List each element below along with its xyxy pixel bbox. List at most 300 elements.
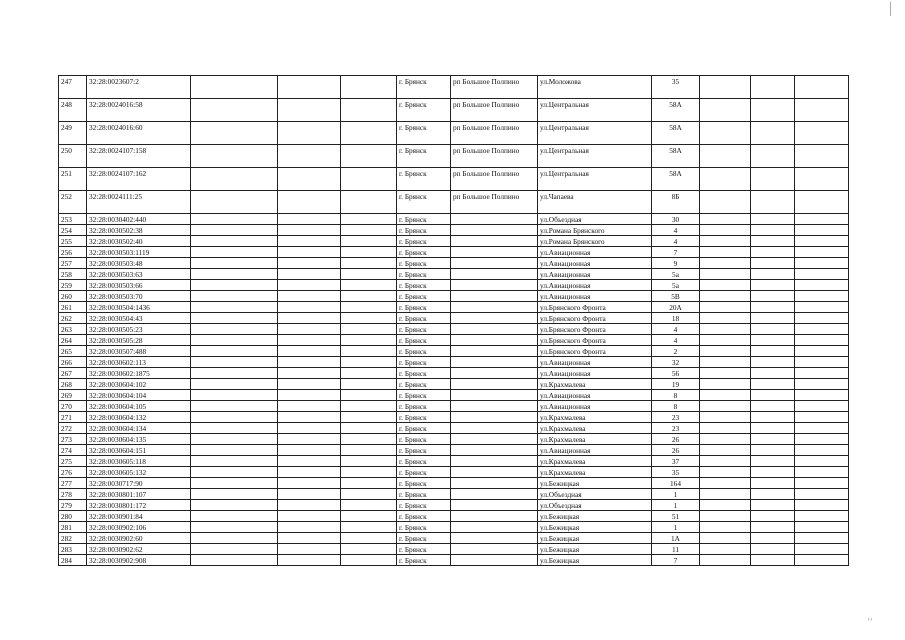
empty-cell xyxy=(751,99,795,122)
row-number-cell: 277 xyxy=(59,478,87,489)
empty-cell xyxy=(751,335,795,346)
empty-cell xyxy=(700,225,751,236)
house-number-cell: 26 xyxy=(652,445,700,456)
empty-cell xyxy=(191,168,278,191)
empty-cell xyxy=(751,401,795,412)
city-cell: г. Брянск xyxy=(397,500,451,511)
empty-cell xyxy=(341,368,397,379)
empty-cell xyxy=(795,412,849,423)
empty-cell xyxy=(700,346,751,357)
cadastral-number-cell: 32:28:0030503:66 xyxy=(87,280,191,291)
house-number-cell: 35 xyxy=(652,76,700,99)
empty-cell xyxy=(751,533,795,544)
street-cell: ул.Брянского Фронта xyxy=(538,324,652,335)
empty-cell xyxy=(795,324,849,335)
empty-cell xyxy=(278,412,341,423)
locality-cell xyxy=(451,390,538,401)
empty-cell xyxy=(700,500,751,511)
street-cell: ул.Центральная xyxy=(538,168,652,191)
locality-cell xyxy=(451,368,538,379)
locality-cell xyxy=(451,379,538,390)
table-row xyxy=(59,191,849,214)
empty-cell xyxy=(341,291,397,302)
empty-cell xyxy=(751,500,795,511)
empty-cell xyxy=(191,544,278,555)
empty-cell xyxy=(191,412,278,423)
row-number-cell: 283 xyxy=(59,544,87,555)
house-number-cell: 1 xyxy=(652,500,700,511)
locality-cell xyxy=(451,456,538,467)
street-cell: ул.Брянского Фронта xyxy=(538,346,652,357)
empty-cell xyxy=(795,99,849,122)
empty-cell xyxy=(191,335,278,346)
empty-cell xyxy=(278,214,341,225)
street-cell: ул.Бежицкая xyxy=(538,555,652,566)
city-cell: г. Брянск xyxy=(397,76,451,99)
city-cell: г. Брянск xyxy=(397,401,451,412)
row-number-cell: 256 xyxy=(59,247,87,258)
empty-cell xyxy=(795,247,849,258)
row-number-cell: 272 xyxy=(59,423,87,434)
house-number-cell: 1А xyxy=(652,533,700,544)
empty-cell xyxy=(795,456,849,467)
empty-cell xyxy=(795,191,849,214)
cadastral-number-cell: 32:28:0030604:132 xyxy=(87,412,191,423)
empty-cell xyxy=(191,390,278,401)
city-cell: г. Брянск xyxy=(397,236,451,247)
house-number-cell: 30 xyxy=(652,214,700,225)
cadastral-number-cell: 32:28:0030604:134 xyxy=(87,423,191,434)
empty-cell xyxy=(278,335,341,346)
empty-cell xyxy=(751,168,795,191)
empty-cell xyxy=(341,168,397,191)
empty-cell xyxy=(751,445,795,456)
empty-cell xyxy=(278,544,341,555)
empty-cell xyxy=(341,500,397,511)
empty-cell xyxy=(341,258,397,269)
table-row xyxy=(59,489,849,500)
locality-cell xyxy=(451,489,538,500)
empty-cell xyxy=(751,258,795,269)
empty-cell xyxy=(191,258,278,269)
house-number-cell: 58А xyxy=(652,122,700,145)
locality-cell xyxy=(451,269,538,280)
empty-cell xyxy=(191,346,278,357)
city-cell: г. Брянск xyxy=(397,456,451,467)
empty-cell xyxy=(700,291,751,302)
house-number-cell: 1 xyxy=(652,522,700,533)
locality-cell xyxy=(451,236,538,247)
empty-cell xyxy=(278,401,341,412)
empty-cell xyxy=(191,269,278,280)
house-number-cell: 7 xyxy=(652,555,700,566)
empty-cell xyxy=(191,191,278,214)
empty-cell xyxy=(341,401,397,412)
empty-cell xyxy=(751,191,795,214)
street-cell: ул.Романа Брянского xyxy=(538,236,652,247)
locality-cell xyxy=(451,346,538,357)
empty-cell xyxy=(795,500,849,511)
row-number-cell: 274 xyxy=(59,445,87,456)
table-row xyxy=(59,456,849,467)
empty-cell xyxy=(191,313,278,324)
cadastral-number-cell: 32:28:0030801:172 xyxy=(87,500,191,511)
empty-cell xyxy=(341,390,397,401)
row-number-cell: 248 xyxy=(59,99,87,122)
row-number-cell: 262 xyxy=(59,313,87,324)
street-cell: ул.Крахмалева xyxy=(538,423,652,434)
empty-cell xyxy=(341,99,397,122)
city-cell: г. Брянск xyxy=(397,291,451,302)
city-cell: г. Брянск xyxy=(397,168,451,191)
locality-cell xyxy=(451,258,538,269)
empty-cell xyxy=(191,533,278,544)
city-cell: г. Брянск xyxy=(397,335,451,346)
locality-cell: рп Большое Полпино xyxy=(451,168,538,191)
cadastral-number-cell: 32:28:0030604:105 xyxy=(87,401,191,412)
empty-cell xyxy=(341,467,397,478)
table-row xyxy=(59,445,849,456)
cadastral-number-cell: 32:28:0030902:106 xyxy=(87,522,191,533)
city-cell: г. Брянск xyxy=(397,533,451,544)
empty-cell xyxy=(751,390,795,401)
empty-cell xyxy=(278,145,341,168)
empty-cell xyxy=(278,269,341,280)
city-cell: г. Брянск xyxy=(397,191,451,214)
city-cell: г. Брянск xyxy=(397,379,451,390)
row-number-cell: 278 xyxy=(59,489,87,500)
table-row xyxy=(59,302,849,313)
empty-cell xyxy=(751,76,795,99)
house-number-cell: 58А xyxy=(652,145,700,168)
empty-cell xyxy=(700,478,751,489)
empty-cell xyxy=(341,225,397,236)
city-cell: г. Брянск xyxy=(397,324,451,335)
empty-cell xyxy=(191,489,278,500)
table-row xyxy=(59,335,849,346)
house-number-cell: 58А xyxy=(652,168,700,191)
house-number-cell: 4 xyxy=(652,225,700,236)
locality-cell xyxy=(451,324,538,335)
house-number-cell: 5а xyxy=(652,280,700,291)
locality-cell xyxy=(451,544,538,555)
city-cell: г. Брянск xyxy=(397,302,451,313)
empty-cell xyxy=(751,511,795,522)
locality-cell xyxy=(451,445,538,456)
empty-cell xyxy=(795,434,849,445)
empty-cell xyxy=(700,467,751,478)
empty-cell xyxy=(795,423,849,434)
empty-cell xyxy=(278,247,341,258)
cadastral-number-cell: 32:28:0024107:158 xyxy=(87,145,191,168)
empty-cell xyxy=(191,467,278,478)
locality-cell xyxy=(451,412,538,423)
row-number-cell: 284 xyxy=(59,555,87,566)
empty-cell xyxy=(341,478,397,489)
table-row xyxy=(59,236,849,247)
empty-cell xyxy=(795,368,849,379)
empty-cell xyxy=(278,236,341,247)
empty-cell xyxy=(341,346,397,357)
empty-cell xyxy=(751,214,795,225)
cadastral-number-cell: 32:28:0030503:63 xyxy=(87,269,191,280)
empty-cell xyxy=(700,335,751,346)
empty-cell xyxy=(700,302,751,313)
table-row xyxy=(59,412,849,423)
cadastral-number-cell: 32:28:0030505:28 xyxy=(87,335,191,346)
table-row xyxy=(59,291,849,302)
table-row xyxy=(59,533,849,544)
city-cell: г. Брянск xyxy=(397,478,451,489)
cadastral-number-cell: 32:28:0030503:1119 xyxy=(87,247,191,258)
house-number-cell: 9 xyxy=(652,258,700,269)
empty-cell xyxy=(191,122,278,145)
empty-cell xyxy=(751,357,795,368)
empty-cell xyxy=(341,522,397,533)
cadastral-number-cell: 32:28:0030604:104 xyxy=(87,390,191,401)
table-row xyxy=(59,122,849,145)
house-number-cell: 2 xyxy=(652,346,700,357)
street-cell: ул.Авиационная xyxy=(538,247,652,258)
table-row xyxy=(59,423,849,434)
empty-cell xyxy=(278,434,341,445)
empty-cell xyxy=(341,313,397,324)
table-row xyxy=(59,511,849,522)
city-cell: г. Брянск xyxy=(397,467,451,478)
empty-cell xyxy=(278,258,341,269)
street-cell: ул.Крахмалева xyxy=(538,412,652,423)
row-number-cell: 254 xyxy=(59,225,87,236)
empty-cell xyxy=(341,511,397,522)
table-row xyxy=(59,269,849,280)
locality-cell xyxy=(451,291,538,302)
empty-cell xyxy=(795,291,849,302)
empty-cell xyxy=(191,145,278,168)
row-number-cell: 271 xyxy=(59,412,87,423)
cadastral-number-cell: 32:28:0030504:43 xyxy=(87,313,191,324)
house-number-cell: 164 xyxy=(652,478,700,489)
cadastral-number-cell: 32:28:0030502:40 xyxy=(87,236,191,247)
empty-cell xyxy=(341,489,397,500)
locality-cell xyxy=(451,280,538,291)
empty-cell xyxy=(278,522,341,533)
row-number-cell: 263 xyxy=(59,324,87,335)
empty-cell xyxy=(341,236,397,247)
empty-cell xyxy=(341,247,397,258)
empty-cell xyxy=(341,122,397,145)
cadastral-number-cell: 32:28:0030504:1436 xyxy=(87,302,191,313)
city-cell: г. Брянск xyxy=(397,390,451,401)
table-row xyxy=(59,478,849,489)
empty-cell xyxy=(191,236,278,247)
city-cell: г. Брянск xyxy=(397,555,451,566)
empty-cell xyxy=(191,445,278,456)
street-cell: ул.Авиационная xyxy=(538,258,652,269)
empty-cell xyxy=(751,269,795,280)
table-row xyxy=(59,379,849,390)
empty-cell xyxy=(700,368,751,379)
house-number-cell: 58А xyxy=(652,99,700,122)
cadastral-number-cell: 32:28:0030604:102 xyxy=(87,379,191,390)
house-number-cell: 4 xyxy=(652,236,700,247)
row-number-cell: 279 xyxy=(59,500,87,511)
locality-cell xyxy=(451,401,538,412)
row-number-cell: 276 xyxy=(59,467,87,478)
empty-cell xyxy=(191,214,278,225)
empty-cell xyxy=(278,489,341,500)
empty-cell xyxy=(191,302,278,313)
house-number-cell: 5В xyxy=(652,291,700,302)
row-number-cell: 281 xyxy=(59,522,87,533)
cadastral-number-cell: 32:28:0030502:38 xyxy=(87,225,191,236)
empty-cell xyxy=(700,423,751,434)
empty-cell xyxy=(278,357,341,368)
empty-cell xyxy=(700,76,751,99)
house-number-cell: 18 xyxy=(652,313,700,324)
house-number-cell: 23 xyxy=(652,412,700,423)
cadastral-number-cell: 32:28:0030902:62 xyxy=(87,544,191,555)
cadastral-number-cell: 32:28:0024107:162 xyxy=(87,168,191,191)
street-cell: ул.Бежицкая xyxy=(538,478,652,489)
empty-cell xyxy=(191,76,278,99)
empty-cell xyxy=(795,555,849,566)
empty-cell xyxy=(795,401,849,412)
empty-cell xyxy=(751,489,795,500)
city-cell: г. Брянск xyxy=(397,412,451,423)
empty-cell xyxy=(191,500,278,511)
street-cell: ул.Авиационная xyxy=(538,390,652,401)
empty-cell xyxy=(278,390,341,401)
row-number-cell: 247 xyxy=(59,76,87,99)
row-number-cell: 282 xyxy=(59,533,87,544)
house-number-cell: 8Б xyxy=(652,191,700,214)
empty-cell xyxy=(700,544,751,555)
street-cell: ул.Авиационная xyxy=(538,291,652,302)
empty-cell xyxy=(751,522,795,533)
empty-cell xyxy=(795,346,849,357)
city-cell: г. Брянск xyxy=(397,434,451,445)
empty-cell xyxy=(341,445,397,456)
empty-cell xyxy=(191,511,278,522)
row-number-cell: 268 xyxy=(59,379,87,390)
empty-cell xyxy=(278,478,341,489)
empty-cell xyxy=(278,76,341,99)
city-cell: г. Брянск xyxy=(397,522,451,533)
empty-cell xyxy=(191,357,278,368)
table-row xyxy=(59,99,849,122)
empty-cell xyxy=(795,280,849,291)
locality-cell xyxy=(451,467,538,478)
empty-cell xyxy=(700,280,751,291)
cadastral-number-cell: 32:28:0030801:107 xyxy=(87,489,191,500)
row-number-cell: 265 xyxy=(59,346,87,357)
empty-cell xyxy=(751,368,795,379)
empty-cell xyxy=(191,291,278,302)
locality-cell xyxy=(451,225,538,236)
empty-cell xyxy=(700,236,751,247)
row-number-cell: 260 xyxy=(59,291,87,302)
street-cell: ул.Центральная xyxy=(538,122,652,145)
empty-cell xyxy=(700,555,751,566)
locality-cell: рп Большое Полпино xyxy=(451,191,538,214)
street-cell: ул.Моложова xyxy=(538,76,652,99)
empty-cell xyxy=(278,99,341,122)
house-number-cell: 8 xyxy=(652,401,700,412)
row-number-cell: 261 xyxy=(59,302,87,313)
street-cell: ул.Авиационная xyxy=(538,445,652,456)
empty-cell xyxy=(278,313,341,324)
city-cell: г. Брянск xyxy=(397,122,451,145)
cadastral-number-cell: 32:28:0024016:58 xyxy=(87,99,191,122)
cadastral-number-cell: 32:28:0030507:488 xyxy=(87,346,191,357)
house-number-cell: 20А xyxy=(652,302,700,313)
street-cell: ул.Крахмалева xyxy=(538,379,652,390)
empty-cell xyxy=(191,368,278,379)
city-cell: г. Брянск xyxy=(397,423,451,434)
empty-cell xyxy=(751,555,795,566)
empty-cell xyxy=(278,511,341,522)
cadastral-number-cell: 32:28:0023607:2 xyxy=(87,76,191,99)
empty-cell xyxy=(341,335,397,346)
table-row xyxy=(59,368,849,379)
cadastral-number-cell: 32:28:0030902:908 xyxy=(87,555,191,566)
empty-cell xyxy=(278,191,341,214)
empty-cell xyxy=(700,145,751,168)
locality-cell xyxy=(451,357,538,368)
scan-artifact-line xyxy=(890,2,891,16)
empty-cell xyxy=(341,357,397,368)
table-row xyxy=(59,313,849,324)
locality-cell xyxy=(451,533,538,544)
empty-cell xyxy=(700,214,751,225)
empty-cell xyxy=(341,533,397,544)
city-cell: г. Брянск xyxy=(397,247,451,258)
street-cell: ул.Авиационная xyxy=(538,269,652,280)
empty-cell xyxy=(341,544,397,555)
empty-cell xyxy=(700,401,751,412)
locality-cell: рп Большое Полпино xyxy=(451,76,538,99)
row-number-cell: 249 xyxy=(59,122,87,145)
house-number-cell: 1 xyxy=(652,489,700,500)
row-number-cell: 273 xyxy=(59,434,87,445)
empty-cell xyxy=(795,168,849,191)
empty-cell xyxy=(341,214,397,225)
empty-cell xyxy=(795,478,849,489)
cadastral-number-cell: 32:28:0030717:90 xyxy=(87,478,191,489)
locality-cell xyxy=(451,302,538,313)
empty-cell xyxy=(341,324,397,335)
locality-cell xyxy=(451,247,538,258)
empty-cell xyxy=(751,379,795,390)
cadastral-number-cell: 32:28:0030602:1875 xyxy=(87,368,191,379)
house-number-cell: 37 xyxy=(652,456,700,467)
city-cell: г. Брянск xyxy=(397,280,451,291)
empty-cell xyxy=(700,511,751,522)
cadastral-number-cell: 32:28:0030402:440 xyxy=(87,214,191,225)
street-cell: ул.Центральная xyxy=(538,99,652,122)
city-cell: г. Брянск xyxy=(397,368,451,379)
table-row xyxy=(59,214,849,225)
cadastral-number-cell: 32:28:0030505:23 xyxy=(87,324,191,335)
empty-cell xyxy=(278,168,341,191)
empty-cell xyxy=(751,145,795,168)
street-cell: ул.Бежицкая xyxy=(538,544,652,555)
empty-cell xyxy=(751,236,795,247)
row-number-cell: 259 xyxy=(59,280,87,291)
empty-cell xyxy=(191,99,278,122)
table-row xyxy=(59,390,849,401)
empty-cell xyxy=(341,302,397,313)
